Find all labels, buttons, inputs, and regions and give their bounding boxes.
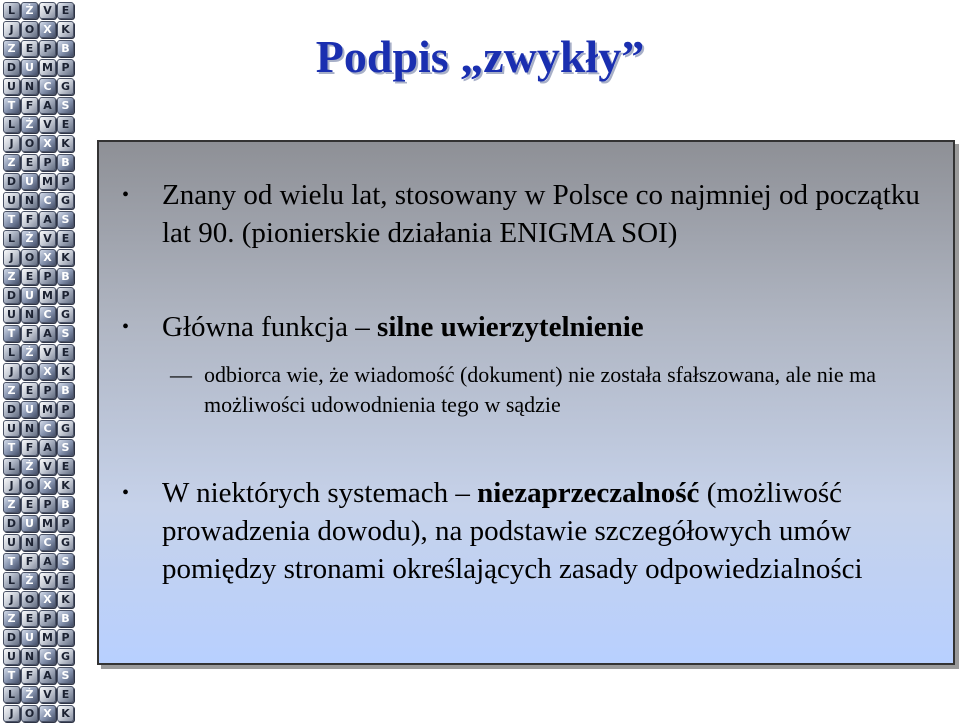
letter-tile: V <box>39 686 56 703</box>
letter-tile: U <box>21 173 38 190</box>
letter-tile: U <box>21 515 38 532</box>
sub-item-1-text: odbiorca wie, że wiadomość (dokument) nie została sfałszowana, ale nie ma możliwości udowodnienia tego w sądzie <box>204 362 876 417</box>
letter-tile: O <box>21 363 38 380</box>
letter-tile: O <box>21 591 38 608</box>
letter-tile: P <box>39 496 56 513</box>
letter-tile: J <box>3 363 20 380</box>
letter-tile: Ż <box>21 2 38 19</box>
letter-tile: A <box>39 439 56 456</box>
letter-tile: E <box>21 154 38 171</box>
letter-tile: E <box>57 116 74 133</box>
letter-tile: P <box>39 268 56 285</box>
letter-tile: K <box>57 705 74 722</box>
letter-tile: Z <box>3 496 20 513</box>
letter-tile: A <box>39 211 56 228</box>
bullet-item-2-bold: silne uwierzytelnienie <box>377 311 644 343</box>
letter-tile: E <box>57 344 74 361</box>
letter-tile: B <box>57 610 74 627</box>
bullet-item-3-suffix: (możliwość prowadzenia dowodu), na podstawie szczegółowych umów pomiędzy stronami określających zasady odpowiedzialności <box>162 477 863 585</box>
bullet-item-2-prefix: Główna funkcja – <box>162 311 378 343</box>
letter-tile: D <box>3 173 20 190</box>
letter-tile: G <box>57 534 74 551</box>
letter-tile: G <box>57 420 74 437</box>
letter-tile: E <box>57 686 74 703</box>
letter-tile: A <box>39 553 56 570</box>
letter-tile: B <box>57 382 74 399</box>
letter-tile: M <box>39 173 56 190</box>
sub-item-1 <box>170 360 924 420</box>
letter-tile: E <box>57 572 74 589</box>
letter-tile: E <box>57 2 74 19</box>
letter-tile: F <box>21 211 38 228</box>
letter-tile: M <box>39 515 56 532</box>
letter-tile: F <box>21 553 38 570</box>
letter-tile: X <box>39 363 56 380</box>
letter-tile: N <box>21 78 38 95</box>
letter-tile: C <box>39 192 56 209</box>
letter-tile: S <box>57 553 74 570</box>
letter-tile: F <box>21 667 38 684</box>
letter-tile: N <box>21 192 38 209</box>
letter-tile: E <box>21 496 38 513</box>
letter-tile: U <box>3 306 20 323</box>
letter-tile: C <box>39 648 56 665</box>
letter-tile: P <box>57 287 74 304</box>
letter-tile: T <box>3 553 20 570</box>
letter-tile: U <box>3 192 20 209</box>
letter-tile: X <box>39 135 56 152</box>
letter-tile: X <box>39 249 56 266</box>
letter-tile: F <box>21 439 38 456</box>
letter-tile: P <box>57 173 74 190</box>
letter-tile: Z <box>3 382 20 399</box>
letter-tile: X <box>39 591 56 608</box>
letter-tile: V <box>39 572 56 589</box>
letter-tile: O <box>21 249 38 266</box>
letter-tile: O <box>21 477 38 494</box>
letter-tile: U <box>3 534 20 551</box>
letter-tile: A <box>39 325 56 342</box>
letter-tile: L <box>3 344 20 361</box>
letter-tile: L <box>3 2 20 19</box>
letter-tile: P <box>39 154 56 171</box>
letter-tile: O <box>21 21 38 38</box>
letter-tile: U <box>3 78 20 95</box>
letter-tile: K <box>57 135 74 152</box>
letter-tile: T <box>3 667 20 684</box>
letter-tile: P <box>57 401 74 418</box>
dash-icon: — <box>170 362 192 387</box>
bullet-item-3-prefix: W niektórych systemach – <box>162 477 478 509</box>
letter-tile: A <box>39 97 56 114</box>
bullet-item-1-text: Znany od wielu lat, stosowany w Polsce co najmniej od początku lat 90. (pionierskie działania ENIGMA SOI) <box>162 179 920 249</box>
letter-tile: U <box>21 629 38 646</box>
letter-tile: Ż <box>21 230 38 247</box>
letter-tile: O <box>21 705 38 722</box>
letter-tile: K <box>57 249 74 266</box>
letter-tile: Z <box>3 154 20 171</box>
letter-tile: D <box>3 515 20 532</box>
letter-tile: L <box>3 458 20 475</box>
letter-tile: X <box>39 705 56 722</box>
letter-tile: B <box>57 268 74 285</box>
letter-tile: E <box>21 268 38 285</box>
letter-tile: V <box>39 344 56 361</box>
letter-tile: J <box>3 591 20 608</box>
letter-tile: M <box>39 287 56 304</box>
letter-tile: C <box>39 420 56 437</box>
decorative-letter-strip <box>0 0 78 724</box>
bullet-icon: • <box>122 184 130 206</box>
letter-tile: Ż <box>21 686 38 703</box>
letter-tile: V <box>39 116 56 133</box>
letter-tile: D <box>3 401 20 418</box>
letter-tile: M <box>39 59 56 76</box>
letter-tile: T <box>3 211 20 228</box>
letter-tile: X <box>39 477 56 494</box>
letter-tile: P <box>57 515 74 532</box>
letter-tile: K <box>57 591 74 608</box>
letter-tile: M <box>39 629 56 646</box>
letter-tile: N <box>21 648 38 665</box>
bullet-item-3 <box>122 474 922 588</box>
letter-tile: D <box>3 59 20 76</box>
letter-tile: C <box>39 534 56 551</box>
letter-tile: G <box>57 648 74 665</box>
letter-tile: E <box>57 230 74 247</box>
letter-tile: N <box>21 306 38 323</box>
letter-tile: T <box>3 97 20 114</box>
letter-tile: N <box>21 534 38 551</box>
letter-tile: J <box>3 477 20 494</box>
letter-tile: Z <box>3 268 20 285</box>
letter-tile: U <box>21 401 38 418</box>
letter-tile: P <box>57 629 74 646</box>
letter-tile: F <box>21 325 38 342</box>
letter-tile: P <box>39 382 56 399</box>
letter-tile: P <box>57 59 74 76</box>
letter-tile: S <box>57 325 74 342</box>
letter-tile: T <box>3 439 20 456</box>
letter-tile: E <box>21 610 38 627</box>
letter-tile: L <box>3 572 20 589</box>
letter-tile: J <box>3 249 20 266</box>
letter-tile: P <box>39 40 56 57</box>
letter-tile: E <box>21 40 38 57</box>
letter-tile: O <box>21 135 38 152</box>
letter-tile: L <box>3 116 20 133</box>
letter-tile: Z <box>3 610 20 627</box>
bullet-item-3-bold: niezaprzeczalność <box>477 477 700 509</box>
letter-tile: C <box>39 306 56 323</box>
letter-tile: U <box>3 648 20 665</box>
letter-tile: K <box>57 363 74 380</box>
letter-tile: Ż <box>21 344 38 361</box>
letter-tile: A <box>39 667 56 684</box>
letter-tile: U <box>3 420 20 437</box>
letter-tile: V <box>39 458 56 475</box>
letter-tile: T <box>3 325 20 342</box>
slide-title: Podpis „zwykły” <box>315 31 645 82</box>
letter-tile: S <box>57 439 74 456</box>
letter-tile: D <box>3 629 20 646</box>
bullet-item-1 <box>122 176 922 252</box>
letter-tile: Ż <box>21 572 38 589</box>
letter-tile: V <box>39 230 56 247</box>
letter-tile: P <box>39 610 56 627</box>
letter-tile: S <box>57 211 74 228</box>
bullet-icon: • <box>122 482 130 504</box>
content-box <box>97 140 955 665</box>
letter-tile: B <box>57 154 74 171</box>
letter-tile: X <box>39 21 56 38</box>
letter-tile: K <box>57 21 74 38</box>
letter-tile: Ż <box>21 458 38 475</box>
letter-tile: G <box>57 192 74 209</box>
letter-tile: J <box>3 135 20 152</box>
letter-tile: M <box>39 401 56 418</box>
letter-tile: J <box>3 705 20 722</box>
letter-tile: G <box>57 78 74 95</box>
letter-tile: N <box>21 420 38 437</box>
letter-tile: S <box>57 667 74 684</box>
letter-tile: F <box>21 97 38 114</box>
letter-tile: Ż <box>21 116 38 133</box>
letter-tile: L <box>3 686 20 703</box>
letter-tile: J <box>3 21 20 38</box>
letter-tile: D <box>3 287 20 304</box>
bullet-item-2 <box>122 308 922 346</box>
letter-tile: U <box>21 59 38 76</box>
letter-tile: B <box>57 496 74 513</box>
letter-tile: V <box>39 2 56 19</box>
letter-tile: B <box>57 40 74 57</box>
letter-tile: E <box>21 382 38 399</box>
letter-tile: K <box>57 477 74 494</box>
letter-tile: E <box>57 458 74 475</box>
letter-tile: C <box>39 78 56 95</box>
bullet-icon: • <box>122 316 130 338</box>
letter-tile: U <box>21 287 38 304</box>
letter-tile: Z <box>3 40 20 57</box>
letter-tile: G <box>57 306 74 323</box>
letter-tile: L <box>3 230 20 247</box>
letter-tile: S <box>57 97 74 114</box>
